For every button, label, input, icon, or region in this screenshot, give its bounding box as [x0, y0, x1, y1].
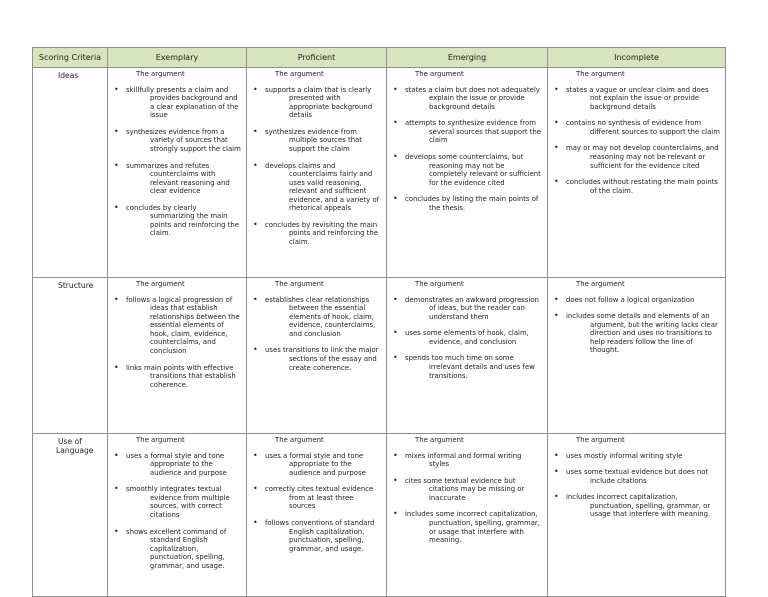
list-item-text: uses some elements of hook, claim, evidence, and conclusion [405, 329, 529, 346]
bullet-icon: • [554, 492, 559, 502]
bullet-icon: • [554, 84, 559, 94]
list-item-text: attempts to synthesize evidence from several sources that support the claim [405, 119, 542, 145]
bullet-icon: • [393, 118, 398, 128]
list-item [392, 354, 543, 380]
cell-lead-text: The argument [576, 280, 625, 288]
list-item-text: uses a formal style and tone appropriate to the audience and purpose [126, 451, 227, 477]
criteria-language-line2: Language [56, 446, 94, 456]
header-row [33, 48, 726, 68]
cell-lead-text: The argument [415, 436, 464, 444]
bullet-icon: • [253, 345, 258, 355]
list-item-text: uses a formal style and tone appropriate to the audience and purpose [265, 451, 366, 477]
cell-lead-text: The argument [576, 70, 625, 78]
list-item [553, 296, 721, 305]
list-item-text: concludes by revisiting the main points and reinforcing the claim. [265, 220, 378, 246]
list-item-text: contains no synthesis of evidence from different sources to support the claim [566, 119, 720, 136]
list-item-text: correctly cites textual evidence from at least three sources [265, 485, 374, 511]
list-item [392, 195, 543, 212]
list-item-text: links main points with effective transitions that establish coherence. [126, 363, 236, 389]
bullet-icon: • [114, 294, 119, 304]
list-item-text: states a vague or unclear claim and does not explain the issue or provide background details [566, 85, 709, 111]
list-item [392, 296, 543, 322]
list-item-text: spends too much time on some irrelevant details and uses few transitions. [405, 354, 535, 380]
list-item-text: does not follow a logical organization [566, 295, 695, 304]
list-item [113, 528, 242, 571]
list-item [252, 485, 382, 511]
list-item-text: skillfully presents a claim and provides background and a clear explanation of the issue [126, 85, 239, 120]
ideas-incomplete-cell [548, 68, 726, 278]
list-item [392, 329, 543, 346]
bullet-icon: • [114, 126, 119, 136]
bullet-icon: • [393, 194, 398, 204]
bullet-icon: • [554, 311, 559, 321]
structure-exemplary-cell [108, 278, 247, 434]
cell-lead-text: The argument [415, 70, 464, 78]
list-item [252, 221, 382, 247]
list-item [252, 86, 382, 120]
row-use-of-language [33, 434, 726, 597]
bullet-icon: • [253, 450, 258, 460]
list-item-text: uses mostly informal writing style [566, 451, 683, 460]
list-item-text: develops some counterclaims, but reasoning may not be completely relevant or sufficient for the evidence cited [405, 152, 541, 187]
list-item-text: demonstrates an awkward progression of ideas, but the reader can understand them [405, 295, 539, 321]
header-scoring-criteria: Scoring Criteria [33, 48, 108, 68]
list-item-text: follows a logical progression of ideas that establish relationships between the essential elements of hook, claim, evidence, counterclaims, and conclusion [126, 295, 240, 355]
row-ideas [33, 68, 726, 278]
structure-emerging-cell [387, 278, 548, 434]
scoring-rubric-table [32, 47, 726, 597]
bullet-icon: • [253, 160, 258, 170]
list-item [113, 364, 242, 390]
list-item-text: shows excellent command of standard English capitalization, punctuation, spelling, grammar, and usage. [126, 527, 227, 570]
bullet-icon: • [554, 118, 559, 128]
bullet-icon: • [114, 84, 119, 94]
list-item-text: may or may not develop counterclaims, and reasoning may not be relevant or sufficient for the evidence cited [566, 144, 719, 170]
list-item [113, 485, 242, 519]
list-item-text: supports a claim that is clearly presented with appropriate background details [265, 85, 373, 120]
list-item [553, 119, 721, 136]
list-item-text: synthesizes evidence from a variety of sources that strongly support the claim [126, 127, 241, 153]
bullet-icon: • [393, 84, 398, 94]
list-item [113, 162, 242, 196]
cell-lead-text: The argument [275, 280, 324, 288]
ideas-exemplary-cell [108, 68, 247, 278]
list-item [252, 296, 382, 339]
list-item [113, 128, 242, 154]
ideas-proficient-cell [247, 68, 387, 278]
bullet-icon: • [393, 328, 398, 338]
cell-lead-text: The argument [136, 436, 185, 444]
language-incomplete-cell [548, 434, 726, 597]
cell-lead-text: The argument [415, 280, 464, 288]
criteria-use-of-language [33, 434, 108, 597]
criteria-bullet-list [553, 296, 721, 355]
bullet-icon: • [253, 219, 258, 229]
criteria-bullet-list [392, 296, 543, 381]
list-item [113, 452, 242, 478]
list-item [252, 346, 382, 372]
structure-incomplete-cell [548, 278, 726, 434]
list-item-text: mixes informal and formal writing styles [405, 451, 522, 469]
cell-lead-text: The argument [136, 70, 185, 78]
row-structure [33, 278, 726, 434]
list-item [392, 452, 543, 469]
language-proficient-cell [247, 434, 387, 597]
criteria-bullet-list [113, 86, 242, 238]
bullet-icon: • [253, 126, 258, 136]
header-emerging: Emerging [387, 48, 548, 68]
bullet-icon: • [393, 353, 398, 363]
list-item [553, 452, 721, 461]
criteria-bullet-list [113, 296, 242, 390]
list-item [113, 296, 242, 356]
list-item-text: develops claims and counterclaims fairly and uses valid reasoning, relevant and sufficient evidence, and a variety of rhetorical appeals [265, 161, 380, 213]
list-item [113, 204, 242, 238]
list-item-text: includes some details and elements of an argument, but the writing lacks clear direction and uses no transitions to help readers follow the line of thought. [566, 312, 718, 355]
list-item [553, 312, 721, 355]
criteria-bullet-list [252, 296, 382, 373]
criteria-bullet-list [553, 86, 721, 196]
header-exemplary: Exemplary [108, 48, 247, 68]
list-item-text: states a claim but does not adequately explain the issue or provide background details [405, 85, 540, 111]
bullet-icon: • [554, 450, 559, 460]
cell-lead-text: The argument [576, 436, 625, 444]
bullet-icon: • [114, 484, 119, 494]
bullet-icon: • [114, 526, 119, 536]
list-item [553, 493, 721, 519]
cell-lead-text: The argument [275, 436, 324, 444]
criteria-bullet-list [252, 86, 382, 247]
list-item [392, 510, 543, 544]
bullet-icon: • [253, 517, 258, 527]
header-proficient: Proficient [247, 48, 387, 68]
bullet-icon: • [114, 202, 119, 212]
bullet-icon: • [393, 509, 398, 519]
list-item-text: concludes by listing the main points of the thesis. [405, 195, 539, 212]
list-item-text: includes some incorrect capitalization, punctuation, spelling, grammar, or usage that interfere with meaning. [405, 510, 540, 545]
list-item-text: synthesizes evidence from multiple sources that support the claim [265, 127, 362, 153]
cell-lead-text: The argument [275, 70, 324, 78]
list-item [392, 153, 543, 187]
list-item-text: includes incorrect capitalization, punctuation, spelling, grammar, or usage that interfere with meaning. [566, 493, 711, 519]
list-item [252, 128, 382, 154]
list-item-text: uses some textual evidence but does not include citations [566, 468, 709, 485]
list-item-text: smoothly integrates textual evidence from multiple sources, with correct citations [126, 485, 230, 519]
list-item [252, 162, 382, 213]
bullet-icon: • [554, 467, 559, 477]
list-item [392, 477, 543, 503]
ideas-emerging-cell [387, 68, 548, 278]
structure-proficient-cell [247, 278, 387, 434]
list-item-text: uses transitions to link the major sections of the essay and create coherence. [265, 346, 379, 372]
bullet-icon: • [114, 362, 119, 372]
list-item-text: follows conventions of standard English capitalization, punctuation, spelling, grammar, and usage. [265, 518, 375, 553]
criteria-bullet-list [392, 86, 543, 213]
criteria-ideas: Ideas [33, 68, 108, 278]
criteria-bullet-list [392, 452, 543, 545]
criteria-bullet-list [553, 452, 721, 519]
bullet-icon: • [253, 294, 258, 304]
bullet-icon: • [554, 177, 559, 187]
cell-lead-text: The argument [136, 280, 185, 288]
list-item [553, 86, 721, 112]
list-item-text: concludes by clearly summarizing the main points and reinforcing the claim. [126, 203, 239, 238]
header-incomplete: Incomplete [548, 48, 726, 68]
bullet-icon: • [393, 294, 398, 304]
language-emerging-cell [387, 434, 548, 597]
bullet-icon: • [393, 475, 398, 485]
list-item-text: concludes without restating the main points of the claim. [566, 178, 718, 195]
list-item-text: establishes clear relationships between the essential elements of hook, claim, evidence, counterclaims, and conclusion [265, 295, 376, 338]
bullet-icon: • [114, 450, 119, 460]
criteria-structure: Structure [33, 278, 108, 434]
list-item [553, 144, 721, 170]
criteria-bullet-list [113, 452, 242, 571]
bullet-icon: • [114, 160, 119, 170]
list-item [392, 119, 543, 145]
bullet-icon: • [253, 84, 258, 94]
list-item [252, 452, 382, 478]
list-item [113, 86, 242, 120]
language-exemplary-cell [108, 434, 247, 597]
list-item-text: cites some textual evidence but citations may be missing or inaccurate [405, 476, 525, 502]
bullet-icon: • [554, 294, 559, 304]
bullet-icon: • [253, 484, 258, 494]
bullet-icon: • [393, 450, 398, 460]
list-item-text: summarizes and refutes counterclaims with relevant reasoning and clear evidence [126, 161, 230, 196]
bullet-icon: • [393, 151, 398, 161]
list-item [553, 468, 721, 485]
list-item [252, 519, 382, 553]
bullet-icon: • [554, 143, 559, 153]
list-item [392, 86, 543, 112]
criteria-language-line1: Use of [58, 437, 82, 446]
criteria-bullet-list [252, 452, 382, 554]
list-item [553, 178, 721, 195]
